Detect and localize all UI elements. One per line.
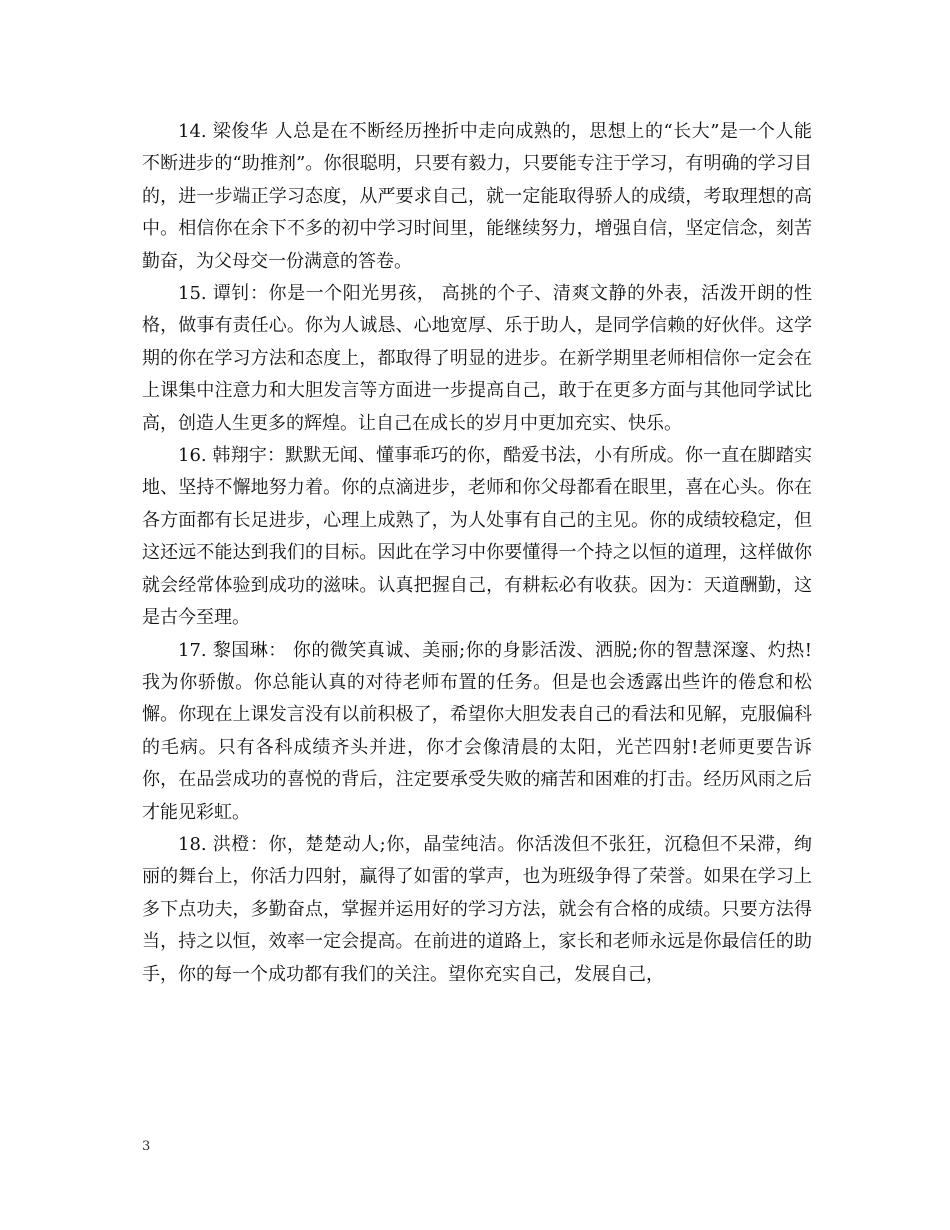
page-number: 3 — [142, 1139, 151, 1154]
paragraph-16: 16. 韩翔宇：默默无闻、懂事乖巧的你，酷爱书法，小有所成。你一直在脚踏实地、坚持不懈地努力着。你的点滴进步，老师和你父母都看在眼里，喜在心头。你在各方面都有长足进步，心理上成熟了，为人处事有自己的主见。你的成绩较稳定，但这还远不能达到我们的目标。因此在学习中你要懂得一个持之以恒的道理，这样做你就会经常体验到成功的滋味。认真把握自己，有耕耘必有收获。因为：天道酬勤，这是古今至理。 — [142, 445, 812, 629]
paragraph-18: 18. 洪橙：你，楚楚动人;你，晶莹纯洁。你活泼但不张狂，沉稳但不呆滞，绚丽的舞台上，你活力四射，赢得了如雷的掌声，也为班级争得了荣誉。如果在学习上多下点功夫，多勤奋点，掌握并运用好的学习方法，就会有合格的成绩。只要方法得当，持之以恒，效率一定会提高。在前进的道路上，家长和老师永远是你最信任的助手，你的每一个成功都有我们的关注。望你充实自己，发展自己， — [142, 833, 812, 985]
paragraph-14: 14. 梁俊华 人总是在不断经历挫折中走向成熟的，思想上的“长大”是一个人能不断进步的“助推剂”。你很聪明，只要有毅力，只要能专注于学习，有明确的学习目的，进一步端正学习态度，从严要求自己，就一定能取得骄人的成绩，考取理想的高中。相信你在余下不多的初中学习时间里，能继续努力，增强自信，坚定信念，刻苦勤奋，为父母交一份满意的答卷。 — [142, 121, 812, 272]
paragraph-15: 15. 谭钊：你是一个阳光男孩， 高挑的个子、清爽文静的外表，活泼开朗的性格，做事有责任心。你为人诚恳、心地宽厚、乐于助人，是同学信赖的好伙伴。这学期的你在学习方法和态度上，都取得了明显的进步。在新学期里老师相信你一定会在上课集中注意力和大胆发言等方面进一步提高自己，敢于在更多方面与其他同学试比高，创造人生更多的辉煌。让自己在成长的岁月中更加充实、快乐。 — [142, 283, 812, 434]
paragraph-17: 17. 黎国琳： 你的微笑真诚、美丽;你的身影活泼、洒脱;你的智慧深邃、灼热!我为你骄傲。你总能认真的对待老师布置的任务。但是也会透露出些许的倦怠和松懈。你现在上课发言没有以前积极了，希望你大胆发表自己的看法和见解，克服偏科的毛病。只有各科成绩齐头并进，你才会像清晨的太阳，光芒四射!老师更要告诉你，在品尝成功的喜悦的背后，注定要承受失败的痛苦和困难的打击。经历风雨之后才能见彩虹。 — [142, 639, 812, 823]
document-body — [142, 116, 812, 991]
